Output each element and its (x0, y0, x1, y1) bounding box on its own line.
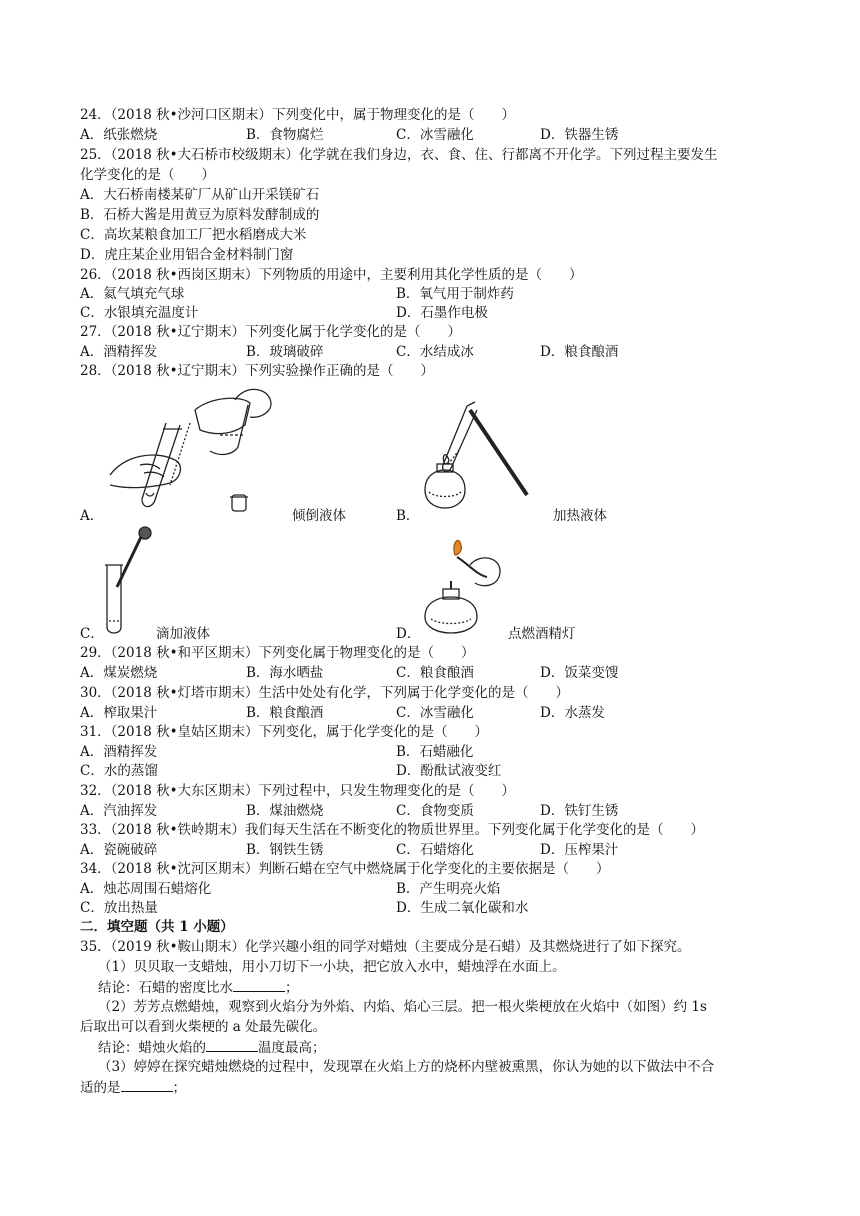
q26-option-c: C．水银填充温度计 (80, 305, 199, 321)
question-25-stem-line1: 25．（2018 秋•大石桥市校级期末）化学就在我们身边，衣、食、住、行都离不开化学。下列过程主要发生 (80, 147, 718, 163)
question-33-stem: 33．（2018 秋•铁岭期末）我们每天生活在不断变化的物质世界里。下列变化属于化学变化的是（ ） (80, 822, 705, 838)
q33-option-d: D．压榨果汁 (540, 842, 619, 858)
question-24-stem: 24．（2018 秋•沙河口区期末）下列变化中，属于物理变化的是（ ） (80, 107, 516, 123)
q35-conclusion-1-prefix: 结论：石蜡的密度比水 (98, 980, 233, 996)
q29-option-d: D．饭菜变馊 (540, 665, 619, 681)
q26-option-d: D．石墨作电极 (396, 305, 488, 321)
q28-option-a-letter: A． (80, 508, 104, 524)
q35-part-3-line1: （3）婷婷在探究蜡烛燃烧的过程中，发现罩在火焰上方的烧杯内壁被熏黑，你认为她的以下做法中不合 (98, 1059, 715, 1075)
question-29-stem: 29．（2018 秋•和平区期末）下列变化属于物理变化的是（ ） (80, 645, 475, 661)
q27-option-a: A．酒精挥发 (80, 344, 158, 360)
pouring-liquid-figure (100, 385, 290, 520)
dropping-liquid-figure (95, 525, 165, 640)
question-27-stem: 27．（2018 秋•辽宁期末）下列变化属于化学变化的是（ ） (80, 324, 462, 340)
q29-option-c: C．粮食酿酒 (396, 665, 474, 681)
q31-option-d: D．酚酞试液变红 (396, 763, 502, 779)
q27-option-c: C．水结成冰 (396, 344, 474, 360)
q28-option-c-letter: C． (80, 626, 104, 642)
q34-option-b: B．产生明亮火焰 (396, 881, 501, 897)
q35-conclusion-2 (98, 1037, 326, 1058)
answer-blank-2[interactable] (206, 1037, 258, 1052)
q24-option-b: B．食物腐烂 (246, 127, 324, 143)
q25-option-c: C．高坎某粮食加工厂把水稻磨成大米 (80, 227, 307, 243)
q30-option-a: A．榨取果汁 (80, 705, 158, 721)
q27-option-d: D．粮食酿酒 (540, 344, 619, 360)
q35-conclusion-1 (98, 977, 299, 998)
question-32-stem: 32．（2018 秋•大东区期末）下列过程中，只发生物理变化的是（ ） (80, 783, 516, 799)
q26-option-b: B．氧气用于制炸药 (396, 286, 514, 302)
q31-option-c: C．水的蒸馏 (80, 763, 158, 779)
q28-option-d-caption: 点燃酒精灯 (508, 626, 576, 642)
question-31-stem: 31．（2018 秋•皇姑区期末）下列变化，属于化学变化的是（ ） (80, 724, 489, 740)
question-30-stem: 30．（2018 秋•灯塔市期末）生活中处处有化学，下列属于化学变化的是（ ） (80, 685, 570, 701)
q32-option-b: B．煤油燃烧 (246, 803, 324, 819)
q26-option-a: A．氦气填充气球 (80, 286, 185, 302)
q29-option-a: A．煤炭燃烧 (80, 665, 158, 681)
q30-option-d: D．水蒸发 (540, 705, 605, 721)
q30-option-b: B．粮食酿酒 (246, 705, 324, 721)
q25-option-b: B．石桥大酱是用黄豆为原料发酵制成的 (80, 207, 320, 223)
q24-option-a: A．纸张燃烧 (80, 127, 158, 143)
q27-option-b: B．玻璃破碎 (246, 344, 324, 360)
q35-part-3-line2 (80, 1077, 186, 1098)
q35-part-2-line2: 后取出可以看到火柴梗的 a 处最先碳化。 (80, 1019, 327, 1035)
q28-option-c-caption: 滴加液体 (156, 626, 210, 642)
answer-blank-1[interactable] (233, 977, 285, 992)
q33-option-c: C．石蜡熔化 (396, 842, 474, 858)
q33-option-a: A．瓷碗破碎 (80, 842, 158, 858)
q31-option-a: A．酒精挥发 (80, 744, 158, 760)
q29-option-b: B．海水晒盐 (246, 665, 324, 681)
q24-option-d: D．铁器生锈 (540, 127, 619, 143)
q35-part-2-line1: （2）芳芳点燃蜡烛，观察到火焰分为外焰、内焰、焰心三层。把一根火柴梗放在火焰中（如图）约 1s (98, 999, 707, 1015)
heating-liquid-figure (415, 380, 535, 525)
lighting-alcohol-lamp-figure (415, 535, 505, 635)
q32-option-a: A．汽油挥发 (80, 803, 158, 819)
q32-option-d: D．铁钉生锈 (540, 803, 619, 819)
question-34-stem: 34．（2018 秋•沈河区期末）判断石蜡在空气中燃烧属于化学变化的主要依据是（ ） (80, 861, 610, 877)
q35-part-3-prefix: 适的是 (80, 1080, 121, 1096)
q35-conclusion-1-suffix: ； (285, 980, 299, 996)
answer-blank-3[interactable] (121, 1077, 173, 1092)
q35-conclusion-2-suffix: 温度最高； (258, 1040, 326, 1056)
q35-part-3-suffix: ； (172, 1080, 186, 1096)
q28-option-b-letter: B． (396, 508, 420, 524)
question-25-stem-line2: 化学变化的是（ ） (80, 167, 215, 183)
q34-option-d: D．生成二氧化碳和水 (396, 900, 529, 916)
q24-option-c: C．冰雪融化 (396, 127, 474, 143)
q25-option-d: D．虎庄某企业用铝合金材料制门窗 (80, 247, 294, 263)
q28-option-a-caption: 倾倒液体 (292, 508, 346, 524)
q31-option-b: B．石蜡融化 (396, 744, 474, 760)
question-35-stem: 35．（2019 秋•鞍山期末）化学兴趣小组的同学对蜡烛（主要成分是石蜡）及其燃烧进行了如下探究。 (80, 939, 691, 955)
q35-conclusion-2-prefix: 结论：蜡烛火焰的 (98, 1040, 206, 1056)
question-28-stem: 28．（2018 秋•辽宁期末）下列实验操作正确的是（ ） (80, 363, 435, 379)
q33-option-b: B．钢铁生锈 (246, 842, 324, 858)
q34-option-a: A．烛芯周围石蜡熔化 (80, 881, 212, 897)
q35-part-1: （1）贝贝取一支蜡烛，用小刀切下一小块，把它放入水中，蜡烛浮在水面上。 (98, 959, 566, 975)
q32-option-c: C．食物变质 (396, 803, 474, 819)
q25-option-a: A．大石桥南楼某矿厂从矿山开采镁矿石 (80, 187, 320, 203)
question-26-stem: 26．（2018 秋•西岗区期末）下列物质的用途中，主要利用其化学性质的是（ ） (80, 267, 583, 283)
q30-option-c: C．冰雪融化 (396, 705, 474, 721)
q34-option-c: C．放出热量 (80, 900, 158, 916)
q28-option-d-letter: D． (396, 626, 421, 642)
q28-option-b-caption: 加热液体 (553, 508, 607, 524)
section-2-heading: 二．填空题（共 1 小题） (80, 919, 234, 935)
